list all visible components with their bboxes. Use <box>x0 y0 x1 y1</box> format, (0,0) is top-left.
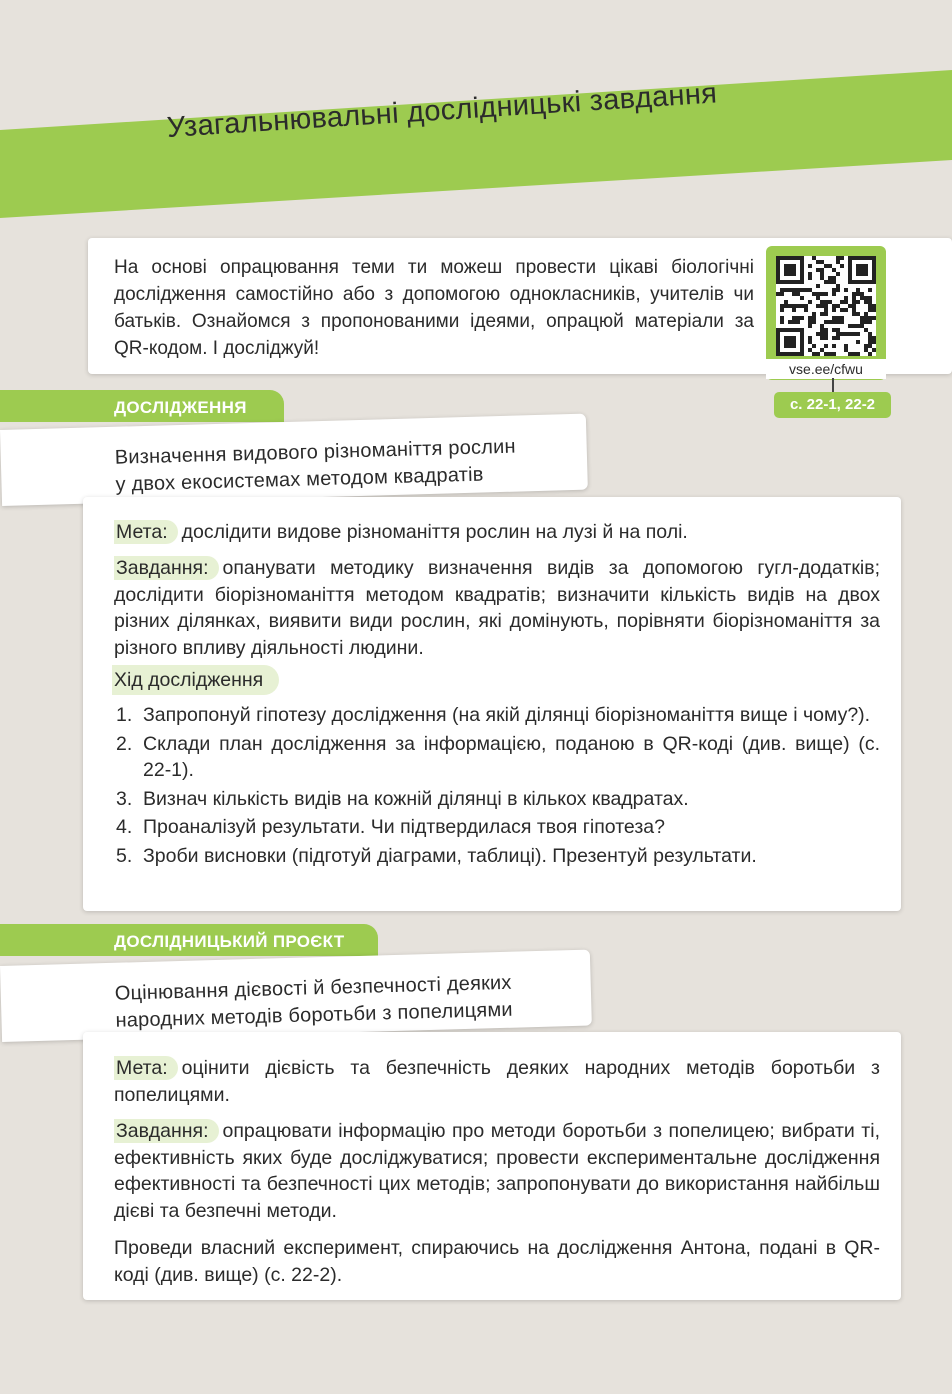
research-tasks <box>114 555 880 661</box>
step-item <box>114 814 880 841</box>
page-title: Узагальнювальні дослідницькі завдання <box>165 77 719 145</box>
goal-text: дослідити видове різноманіття рослин на лузі й на полі. <box>181 521 688 543</box>
step-text: Запропонуй гіпотезу дослідження (на якій ділянці біорізноманіття вище і чому?). <box>143 704 871 726</box>
qr-pages-badge: с. 22-1, 22-2 <box>774 392 891 418</box>
goal-text: оцінити дієвість та безпечність деяких народних методів боротьби з попелицями. <box>114 1057 880 1106</box>
research-title-line1: Визначення видового різноманіття рослин <box>114 435 516 469</box>
research-goal <box>114 519 880 546</box>
goal-label: Мета: <box>114 1056 178 1080</box>
project-closing: Проведи власний експеримент, спираючись на дослідження Антона, подані в QR-коді (див. вище) (с. 22-2). <box>114 1237 880 1286</box>
step-number: 3. <box>116 787 133 810</box>
project-title-card <box>0 950 592 1042</box>
step-number: 1. <box>116 704 133 726</box>
goal-label: Мета: <box>114 520 178 544</box>
steps-list <box>114 702 880 871</box>
step-item <box>114 786 880 813</box>
process-label: Хід дослідження <box>112 665 279 695</box>
project-title <box>114 970 513 1035</box>
intro-text: На основі опрацювання теми ти можеш провести цікаві біологічні дослідження самостійно або з допомогою однокласників, учителів чи батьків. Ознайомся з пропонованими ідеями, опрацюй матеріали за QR-кодом. І досліджуй! <box>114 257 754 359</box>
title-banner <box>0 60 952 230</box>
research-title-card <box>0 414 588 506</box>
qr-connector <box>832 378 834 392</box>
qr-url[interactable]: vse.ee/cfwu <box>766 359 886 379</box>
project-goal <box>114 1055 880 1108</box>
tasks-label: Завдання: <box>114 556 219 580</box>
step-text: Визнач кількість видів на кожній ділянці в кількох квадратах. <box>143 787 689 810</box>
step-item <box>114 702 880 729</box>
section-label-research: ДОСЛІДЖЕННЯ <box>0 390 284 422</box>
qr-block[interactable] <box>766 246 886 380</box>
research-card <box>83 497 901 911</box>
step-item <box>114 731 880 784</box>
tasks-text: опрацювати інформацію про методи боротьби з попелицею; вибрати ті, ефективність яких буде досліджуватися; провести експериментальне дослідження ефективності та безпечності цих методів; запропонувати до використання найбільш дієві та безпечні методи. <box>114 1120 880 1222</box>
project-card <box>83 1032 901 1300</box>
project-title-line1: Оцінювання дієвості й безпечності деяких <box>114 971 512 1005</box>
qr-code-icon[interactable] <box>776 256 876 356</box>
step-item <box>114 843 880 870</box>
step-number: 2. <box>116 732 133 755</box>
step-number: 5. <box>116 844 133 867</box>
step-text: Склади план дослідження за інформацією, поданою в QR-коді (див. вище) (с. 22-1). <box>143 732 880 781</box>
research-title <box>114 434 516 499</box>
step-text: Зроби висновки (підготуй діаграми, таблиці). Презентуй результати. <box>143 844 757 867</box>
tasks-text: опанувати методику визначення видів за допомогою гугл-додатків; дослідити біорізноманіття методом квадратів; визначити кількість видів на двох різних ділянках, виявити види рослин, які домінують, порівняти біорізноманіття за різного впливу діяльності людини. <box>114 557 880 659</box>
project-title-line2: народних методів боротьби з попелицями <box>115 998 514 1032</box>
research-title-line2: у двох екосистемах методом квадратів <box>115 463 484 496</box>
project-tasks <box>114 1118 880 1224</box>
step-number: 4. <box>116 816 133 838</box>
step-text: Проаналізуй результати. Чи підтвердилася твоя гіпотеза? <box>143 816 665 838</box>
section-label-project: ДОСЛІДНИЦЬКИЙ ПРОЄКТ <box>0 924 378 956</box>
tasks-label: Завдання: <box>114 1119 219 1143</box>
